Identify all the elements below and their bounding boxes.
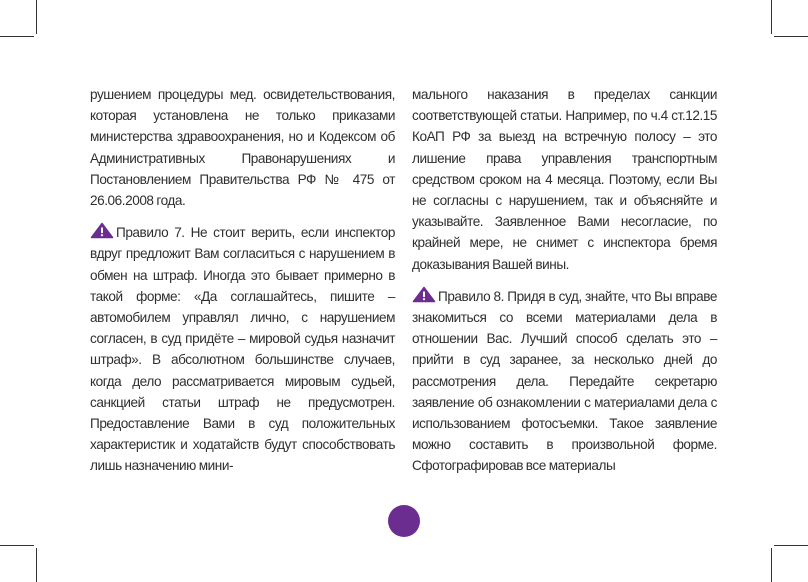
warning-triangle-icon [412, 286, 436, 303]
rule-paragraph [90, 222, 395, 476]
right-column [412, 84, 717, 488]
crop-mark-top-left-h [0, 36, 34, 37]
crop-mark-bottom-right-h [774, 545, 808, 546]
page-bullet [388, 505, 420, 537]
crop-mark-top-left-v [36, 0, 37, 34]
warning-triangle-icon [90, 222, 114, 239]
paragraph: рушением процедуры мед. освидетельствования, которая установлена не только приказами министерства здравоохранения, но и Кодексом об Административных Правонарушениях и Постановлением Правительства РФ № 475 от 26.06.2008 года. [90, 87, 395, 209]
crop-mark-bottom-left-v [36, 548, 37, 582]
crop-mark-bottom-left-h [0, 545, 34, 546]
left-column [90, 84, 395, 488]
paragraph: мального наказания в пределах санкции соответствующей статьи. Например, по ч.4 ст.12.15 КоАП РФ за выезд на встречную полосу – это лишение права управления транспортным средством сроком на 4 месяца. Поэтому, если Вы не согласны с нарушением, так и объясняйте и указывайте. Заявленное Вами несогласие, по крайней мере, не снимет с инспектора бремя доказывания Вашей вины. [412, 87, 717, 272]
crop-mark-bottom-right-v [771, 548, 772, 582]
rule-7-text: Правило 7. Не стоит верить, если инспектор вдруг предложит Вам согласиться с нарушением в обмен на штраф. Иногда это бывает примерно в такой форме: «Да соглашайтесь, пишите – автомобилем управлял лично, с нарушением согласен, в суд придёте – мировой судья назначит штраф». В абсолютном большинстве случаев, когда дело рассматривается мировым судьей, санкцией статьи штраф не предусмотрен. Предоставление Вами в суд положительных характеристик и ходатайств будут способствовать лишь назначению мини- [90, 225, 395, 474]
crop-mark-top-right-h [774, 36, 808, 37]
rule-paragraph [412, 286, 717, 477]
rule-8-text: Правило 8. Придя в суд, знайте, что Вы вправе знакомиться со всеми материалами дела в отношении Вас. Лучший способ сделать это – прийти в суд заранее, за несколько дней до рассмотрения дела. Передайте секретарю заявление об ознакомлении с материалами дела с использованием фотосъемки. Такое заявление можно составить в произвольной форме. Сфотографировав все материалы [412, 288, 717, 474]
crop-mark-top-right-v [771, 0, 772, 34]
